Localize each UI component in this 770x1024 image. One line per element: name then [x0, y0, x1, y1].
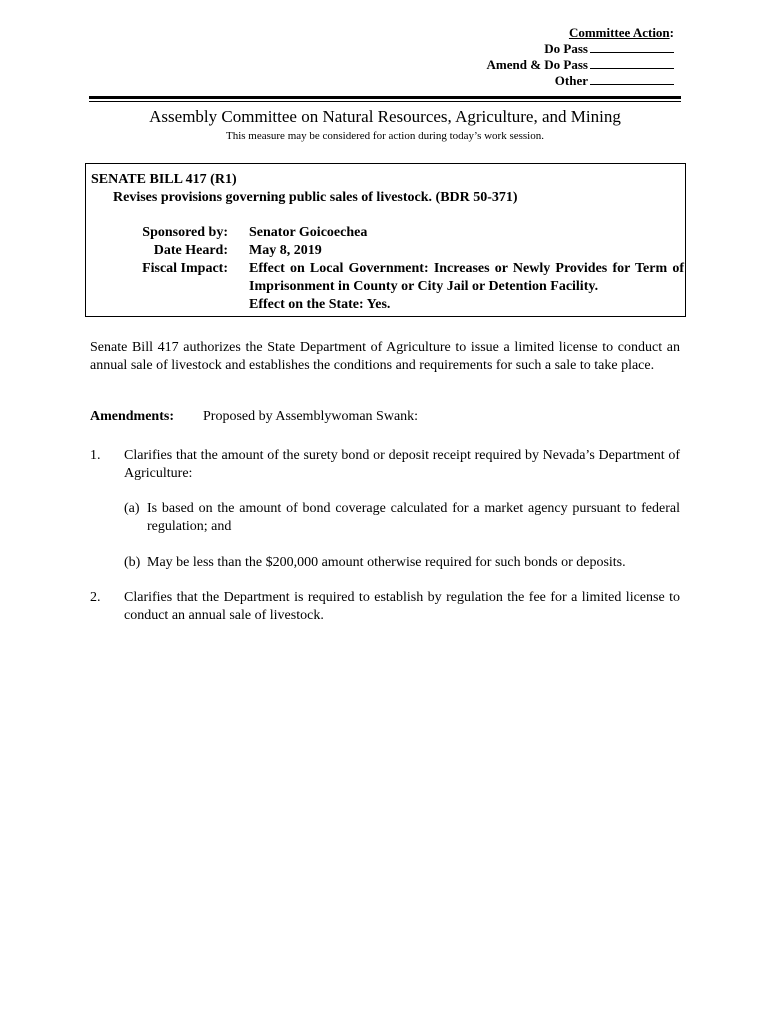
fiscal-impact-label: Fiscal Impact: — [142, 261, 228, 276]
sponsored-by-value: Senator Goicoechea — [249, 225, 368, 240]
amend-do-pass-blank — [590, 57, 674, 69]
amendments-heading — [90, 408, 418, 426]
amendment-subitem-label: (a) — [124, 501, 140, 516]
header-rule-thick — [89, 96, 681, 99]
amendment-subitem-label: (b) — [124, 555, 141, 570]
amendment-item-number: 2. — [90, 590, 101, 605]
amendments-label: Amendments: — [90, 409, 174, 424]
amendment-item-text: Clarifies that the amount of the surety bond or deposit receipt required by Nevada’s Department of Agriculture: — [124, 448, 680, 481]
committee-action-colon: : — [669, 25, 674, 40]
do-pass-line — [487, 41, 674, 57]
amend-do-pass-label: Amend & Do Pass — [486, 57, 588, 72]
bill-meta-values — [249, 224, 684, 314]
other-label: Other — [554, 73, 588, 88]
amendment-subitem-text: May be less than the $200,000 amount otherwise required for such bonds or deposits. — [147, 555, 626, 570]
bill-description: Revises provisions governing public sales of livestock. (BDR 50-371) — [113, 190, 518, 205]
sponsored-by-label: Sponsored by: — [142, 225, 228, 240]
other-line — [487, 73, 674, 89]
date-heard-value: May 8, 2019 — [249, 243, 322, 258]
date-heard-label: Date Heard: — [153, 243, 228, 258]
committee-action-title: Committee Action — [568, 25, 670, 40]
amendment-subitem-text: Is based on the amount of bond coverage calculated for a market agency pursuant to federal regulation; and — [147, 501, 680, 534]
do-pass-blank — [590, 41, 674, 53]
amendment-item-text: Clarifies that the Department is required to establish by regulation the fee for a limited license to conduct an annual sale of livestock. — [124, 590, 680, 623]
do-pass-label: Do Pass — [544, 41, 588, 56]
bill-summary-paragraph: Senate Bill 417 authorizes the State Department of Agriculture to issue a limited license to conduct an annual sale of livestock and establishes the conditions and requirements for such a sale to take place. — [90, 340, 680, 373]
amendment-item-number: 1. — [90, 448, 101, 463]
fiscal-impact-state: Effect on the State: Yes. — [249, 297, 391, 312]
other-blank — [590, 73, 674, 85]
committee-action-heading — [487, 25, 674, 41]
committee-title: Assembly Committee on Natural Resources, Agriculture, and Mining — [149, 107, 621, 126]
bill-summary-box — [85, 163, 686, 317]
committee-action-block — [487, 25, 674, 89]
bill-number: SENATE BILL 417 (R1) — [91, 172, 237, 187]
header-rule-thin — [89, 101, 681, 102]
bill-meta-labels — [106, 224, 228, 278]
fiscal-impact-local: Effect on Local Government: Increases or Newly Provides for Term of Imprisonment in County or City Jail or Detention Facility. — [249, 261, 684, 294]
work-session-notice: This measure may be considered for action during today’s work session. — [225, 130, 544, 142]
amendments-proposed-by: Proposed by Assemblywoman Swank: — [203, 409, 419, 424]
amend-do-pass-line — [487, 57, 674, 73]
